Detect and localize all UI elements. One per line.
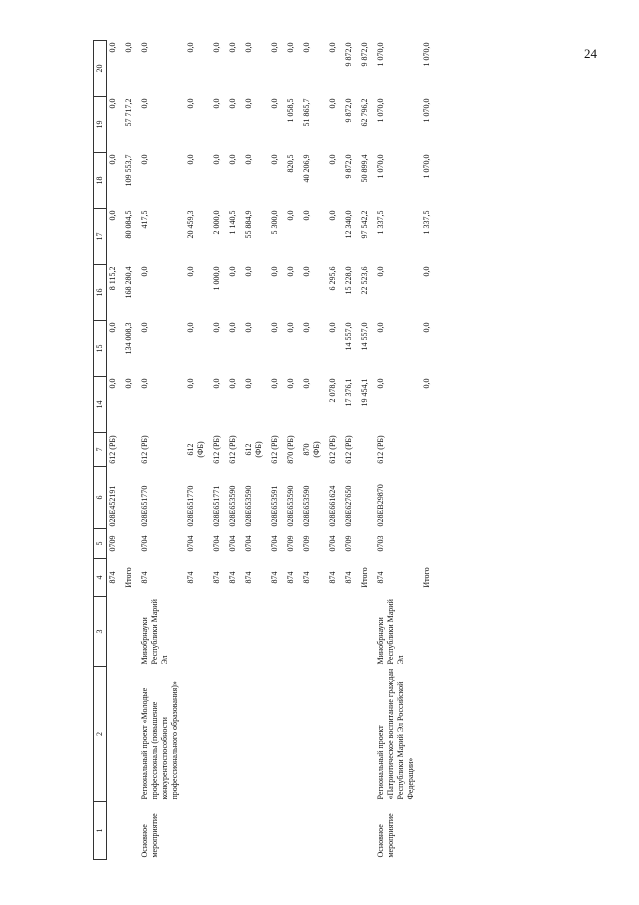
cell-grbs: 874 xyxy=(186,571,195,584)
cell-value-2014: 17 376,1 xyxy=(344,378,353,407)
cell-project-name xyxy=(107,667,120,802)
cell-grbs: 874 xyxy=(344,571,353,584)
cell-value-2018: 1 070,0 xyxy=(376,154,385,179)
cell-value-2017: 1 337,5 xyxy=(376,210,385,235)
cell-value-2014: 0,0 xyxy=(108,378,117,389)
cell-executor xyxy=(285,597,297,667)
cell-grbs: 874 xyxy=(328,571,337,584)
cell-value-2014: 0,0 xyxy=(124,378,133,389)
cell-rz-pr: 0704 xyxy=(212,535,221,552)
cell-vr: 612 (ФБ) xyxy=(244,441,263,458)
cell-event-type xyxy=(185,802,207,860)
cell-project-name xyxy=(421,667,433,802)
header-cell: 6 xyxy=(94,467,107,529)
cell-executor xyxy=(301,597,323,667)
cell-executor xyxy=(243,597,265,667)
cell-value-2019: 0,0 xyxy=(244,98,253,109)
header-cell: 17 xyxy=(94,209,107,265)
cell-value-2016: 0,0 xyxy=(244,266,253,277)
cell-csr xyxy=(421,467,433,529)
cell-value-2019: 0,0 xyxy=(328,98,337,109)
rotated-table-container xyxy=(93,40,523,860)
cell-value-2018: 0,0 xyxy=(270,154,279,165)
cell-event-type xyxy=(243,802,265,860)
cell-value-2020: 0,0 xyxy=(212,42,221,53)
cell-value-2017: 1 140,5 xyxy=(228,210,237,235)
cell-value-2015: 0,0 xyxy=(140,322,149,333)
cell-value-2020: 0,0 xyxy=(140,42,149,53)
cell-value-2016: 15 228,0 xyxy=(344,266,353,295)
cell-value-2015: 0,0 xyxy=(270,322,279,333)
cell-value-2014: 19 454,1 xyxy=(360,378,369,407)
cell-value-2016: 0,0 xyxy=(422,266,431,277)
table-row xyxy=(211,41,223,860)
cell-value-2014: 0,0 xyxy=(286,378,295,389)
cell-value-2015: 0,0 xyxy=(108,322,117,333)
cell-value-2019: 1 070,0 xyxy=(376,98,385,123)
cell-vr: 870 (РБ) xyxy=(286,435,295,464)
cell-vr: 612 (РБ) xyxy=(228,435,237,464)
header-cell: 14 xyxy=(94,377,107,433)
cell-value-2014: 0,0 xyxy=(140,378,149,389)
cell-value-2019: 1 058,5 xyxy=(286,98,295,123)
cell-project-name xyxy=(185,667,207,802)
cell-grbs: Итого xyxy=(124,567,133,588)
page-number: 24 xyxy=(584,46,597,61)
cell-grbs: 874 xyxy=(244,571,253,584)
cell-project-name xyxy=(269,667,281,802)
cell-vr: 612 (РБ) xyxy=(108,435,117,464)
cell-event-type xyxy=(269,802,281,860)
cell-value-2016: 6 295,6 xyxy=(328,266,337,291)
cell-value-2014: 0,0 xyxy=(376,378,385,389)
cell-event-type xyxy=(107,802,120,860)
cell-value-2020: 0,0 xyxy=(124,42,133,53)
cell-vr: 612 (РБ) xyxy=(212,435,221,464)
cell-value-2018: 40 206,9 xyxy=(302,154,311,183)
cell-value-2016: 0,0 xyxy=(228,266,237,277)
cell-csr: 028E651770 xyxy=(186,485,195,527)
cell-project-name xyxy=(343,667,355,802)
table-row xyxy=(343,41,355,860)
cell-value-2014: 0,0 xyxy=(212,378,221,389)
cell-value-2020: 9 872,0 xyxy=(360,42,369,67)
cell-executor xyxy=(359,597,371,667)
table-row xyxy=(359,41,371,860)
cell-value-2014: 0,0 xyxy=(422,378,431,389)
cell-csr: 028E653590 xyxy=(244,485,253,527)
cell-value-2017: 55 884,9 xyxy=(244,210,253,239)
cell-rz-pr: 0704 xyxy=(140,535,149,552)
cell-value-2019: 0,0 xyxy=(270,98,279,109)
cell-event-type xyxy=(227,802,239,860)
cell-value-2020: 0,0 xyxy=(244,42,253,53)
cell-value-2018: 0,0 xyxy=(228,154,237,165)
cell-value-2017: 0,0 xyxy=(328,210,337,221)
header-cell: 19 xyxy=(94,97,107,153)
cell-event-type xyxy=(421,802,433,860)
cell-value-2016: 168 280,4 xyxy=(124,266,133,299)
cell-executor xyxy=(327,597,339,667)
cell-vr: 612 (ФБ) xyxy=(186,441,205,458)
cell-value-2017: 20 459,3 xyxy=(186,210,195,239)
cell-value-2017: 80 084,5 xyxy=(124,210,133,239)
cell-rz-pr: 0704 xyxy=(328,535,337,552)
cell-value-2017: 97 542,2 xyxy=(360,210,369,239)
cell-value-2014: 0,0 xyxy=(270,378,279,389)
cell-value-2014: 0,0 xyxy=(244,378,253,389)
cell-event-type xyxy=(123,802,135,860)
cell-rz-pr: 0703 xyxy=(376,535,385,552)
cell-rz-pr: 0704 xyxy=(186,535,195,552)
cell-project-name: Региональный проект «Молодые профессионалы (повышение конкурентоспособности профессионального образования)» xyxy=(140,681,179,800)
cell-executor: Минобрнауки Республики Марий Эл xyxy=(376,599,405,665)
cell-value-2016: 0,0 xyxy=(302,266,311,277)
cell-vr: 612 (РБ) xyxy=(140,435,149,464)
cell-grbs: 874 xyxy=(286,571,295,584)
cell-value-2017: 0,0 xyxy=(286,210,295,221)
cell-rz-pr xyxy=(421,529,433,559)
cell-value-2020: 9 872,0 xyxy=(344,42,353,67)
cell-grbs: 874 xyxy=(302,571,311,584)
table-row xyxy=(243,41,265,860)
cell-project-name xyxy=(211,667,223,802)
cell-csr: 028E653590 xyxy=(228,485,237,527)
cell-value-2018: 0,0 xyxy=(108,154,117,165)
header-cell: 20 xyxy=(94,41,107,97)
cell-value-2016: 0,0 xyxy=(186,266,195,277)
cell-value-2017: 2 000,0 xyxy=(212,210,221,235)
header-cell: 4 xyxy=(94,559,107,597)
table-row xyxy=(375,41,417,860)
cell-rz-pr: 0709 xyxy=(344,535,353,552)
cell-grbs: 874 xyxy=(212,571,221,584)
table-row xyxy=(269,41,281,860)
cell-value-2015: 0,0 xyxy=(302,322,311,333)
cell-csr: 028E651771 xyxy=(212,485,221,527)
cell-value-2019: 0,0 xyxy=(212,98,221,109)
cell-value-2019: 0,0 xyxy=(140,98,149,109)
cell-executor xyxy=(107,597,120,667)
cell-event-type xyxy=(343,802,355,860)
cell-vr xyxy=(421,433,433,467)
cell-value-2019: 57 717,2 xyxy=(124,98,133,127)
table-row xyxy=(301,41,323,860)
cell-value-2020: 0,0 xyxy=(302,42,311,53)
cell-vr: 870 (ФБ) xyxy=(302,441,321,458)
cell-rz-pr: 0704 xyxy=(270,535,279,552)
header-cell: 1 xyxy=(94,802,107,860)
cell-project-name xyxy=(301,667,323,802)
cell-value-2015: 0,0 xyxy=(328,322,337,333)
cell-event-type: Основное мероприятие xyxy=(140,813,159,858)
cell-grbs: 874 xyxy=(228,571,237,584)
cell-vr xyxy=(359,433,371,467)
cell-value-2015: 0,0 xyxy=(422,322,431,333)
cell-executor xyxy=(227,597,239,667)
cell-event-type xyxy=(359,802,371,860)
table-row xyxy=(285,41,297,860)
cell-rz-pr xyxy=(359,529,371,559)
table-row xyxy=(107,41,120,860)
cell-rz-pr: 0709 xyxy=(286,535,295,552)
cell-project-name xyxy=(359,667,371,802)
cell-value-2014: 0,0 xyxy=(186,378,195,389)
cell-value-2016: 0,0 xyxy=(270,266,279,277)
cell-value-2020: 0,0 xyxy=(186,42,195,53)
cell-executor: Минобрнауки Республики Марий Эл xyxy=(140,599,169,665)
cell-value-2017: 1 337,5 xyxy=(422,210,431,235)
cell-value-2017: 12 340,0 xyxy=(344,210,353,239)
cell-value-2020: 0,0 xyxy=(328,42,337,53)
cell-value-2018: 820,5 xyxy=(286,154,295,173)
cell-grbs: 874 xyxy=(108,571,117,584)
cell-value-2016: 0,0 xyxy=(376,266,385,277)
cell-value-2015: 0,0 xyxy=(186,322,195,333)
cell-project-name: Региональный проект «Патриотическое воспитание граждан Республики Марий Эл Российской Федерации» xyxy=(376,668,415,800)
header-cell: 5 xyxy=(94,529,107,559)
cell-vr: 612 (РБ) xyxy=(376,435,385,464)
cell-value-2020: 0,0 xyxy=(108,42,117,53)
cell-value-2019: 0,0 xyxy=(228,98,237,109)
cell-value-2014: 0,0 xyxy=(228,378,237,389)
cell-value-2018: 1 070,0 xyxy=(422,154,431,179)
cell-csr: 028EB29870 xyxy=(376,484,385,527)
cell-grbs: Итого xyxy=(422,567,431,588)
cell-value-2017: 0,0 xyxy=(108,210,117,221)
cell-csr: 028E627650 xyxy=(344,485,353,527)
cell-value-2018: 0,0 xyxy=(328,154,337,165)
cell-grbs: 874 xyxy=(376,571,385,584)
cell-value-2018: 9 872,0 xyxy=(344,154,353,179)
cell-executor xyxy=(123,597,135,667)
cell-executor xyxy=(185,597,207,667)
cell-value-2015: 0,0 xyxy=(286,322,295,333)
cell-value-2017: 0,0 xyxy=(302,210,311,221)
cell-value-2015: 0,0 xyxy=(244,322,253,333)
cell-value-2015: 0,0 xyxy=(228,322,237,333)
cell-rz-pr: 0709 xyxy=(108,535,117,552)
table-row xyxy=(227,41,239,860)
cell-value-2018: 0,0 xyxy=(212,154,221,165)
cell-vr: 612 (РБ) xyxy=(344,435,353,464)
cell-rz-pr: 0704 xyxy=(228,535,237,552)
cell-value-2016: 8 115,2 xyxy=(108,266,117,291)
cell-value-2018: 50 899,4 xyxy=(360,154,369,183)
cell-csr: 028E653590 xyxy=(302,485,311,527)
cell-value-2018: 109 553,7 xyxy=(124,154,133,187)
header-cell: 7 xyxy=(94,433,107,467)
header-cell: 2 xyxy=(94,667,107,802)
cell-value-2020: 0,0 xyxy=(270,42,279,53)
cell-value-2016: 0,0 xyxy=(140,266,149,277)
cell-value-2020: 1 070,0 xyxy=(376,42,385,67)
header-cell: 15 xyxy=(94,321,107,377)
table-row xyxy=(185,41,207,860)
cell-rz-pr: 0704 xyxy=(244,535,253,552)
cell-value-2019: 0,0 xyxy=(186,98,195,109)
cell-value-2020: 0,0 xyxy=(286,42,295,53)
table-header xyxy=(94,41,107,860)
cell-executor xyxy=(211,597,223,667)
row-spacer-cell xyxy=(433,41,437,860)
cell-csr xyxy=(123,467,135,529)
table-row xyxy=(327,41,339,860)
cell-value-2015: 0,0 xyxy=(376,322,385,333)
cell-value-2014: 2 078,0 xyxy=(328,378,337,403)
cell-event-type xyxy=(301,802,323,860)
row-spacer xyxy=(433,41,437,860)
cell-project-name xyxy=(243,667,265,802)
cell-csr: 028E653590 xyxy=(286,485,295,527)
cell-event-type: Основное мероприятие xyxy=(376,813,395,858)
cell-project-name xyxy=(123,667,135,802)
cell-grbs: Итого xyxy=(360,567,369,588)
cell-value-2019: 51 865,7 xyxy=(302,98,311,127)
budget-table xyxy=(93,40,437,860)
cell-rz-pr xyxy=(123,529,135,559)
cell-vr: 612 (РБ) xyxy=(328,435,337,464)
cell-event-type xyxy=(327,802,339,860)
cell-value-2017: 417,5 xyxy=(140,210,149,229)
table-row xyxy=(421,41,433,860)
cell-value-2015: 14 557,0 xyxy=(360,322,369,351)
cell-value-2015: 14 557,0 xyxy=(344,322,353,351)
cell-rz-pr: 0709 xyxy=(302,535,311,552)
cell-csr: 028E653591 xyxy=(270,485,279,527)
cell-csr xyxy=(359,467,371,529)
cell-value-2016: 0,0 xyxy=(286,266,295,277)
header-cell: 16 xyxy=(94,265,107,321)
cell-executor xyxy=(421,597,433,667)
table-row xyxy=(139,41,181,860)
cell-executor xyxy=(269,597,281,667)
cell-value-2020: 0,0 xyxy=(228,42,237,53)
cell-vr xyxy=(123,433,135,467)
cell-event-type xyxy=(285,802,297,860)
cell-value-2015: 134 008,3 xyxy=(124,322,133,355)
cell-value-2019: 62 796,2 xyxy=(360,98,369,127)
cell-value-2019: 0,0 xyxy=(108,98,117,109)
cell-executor xyxy=(343,597,355,667)
cell-grbs: 874 xyxy=(140,571,149,584)
table-body xyxy=(107,41,438,860)
cell-event-type xyxy=(211,802,223,860)
cell-project-name xyxy=(285,667,297,802)
cell-csr: 028E452191 xyxy=(108,485,117,527)
cell-grbs: 874 xyxy=(270,571,279,584)
cell-vr: 612 (РБ) xyxy=(270,435,279,464)
cell-value-2018: 0,0 xyxy=(186,154,195,165)
cell-value-2014: 0,0 xyxy=(302,378,311,389)
cell-value-2016: 1 000,0 xyxy=(212,266,221,291)
cell-project-name xyxy=(227,667,239,802)
cell-value-2019: 1 070,0 xyxy=(422,98,431,123)
cell-value-2019: 9 872,0 xyxy=(344,98,353,123)
table-row xyxy=(123,41,135,860)
cell-project-name xyxy=(327,667,339,802)
cell-value-2018: 0,0 xyxy=(140,154,149,165)
cell-value-2015: 0,0 xyxy=(212,322,221,333)
cell-value-2017: 5 300,0 xyxy=(270,210,279,235)
cell-value-2018: 0,0 xyxy=(244,154,253,165)
cell-value-2020: 1 070,0 xyxy=(422,42,431,67)
cell-csr: 028E651770 xyxy=(140,485,149,527)
header-cell: 18 xyxy=(94,153,107,209)
cell-csr: 028E661624 xyxy=(328,485,337,527)
header-cell: 3 xyxy=(94,597,107,667)
cell-value-2016: 22 523,6 xyxy=(360,266,369,295)
